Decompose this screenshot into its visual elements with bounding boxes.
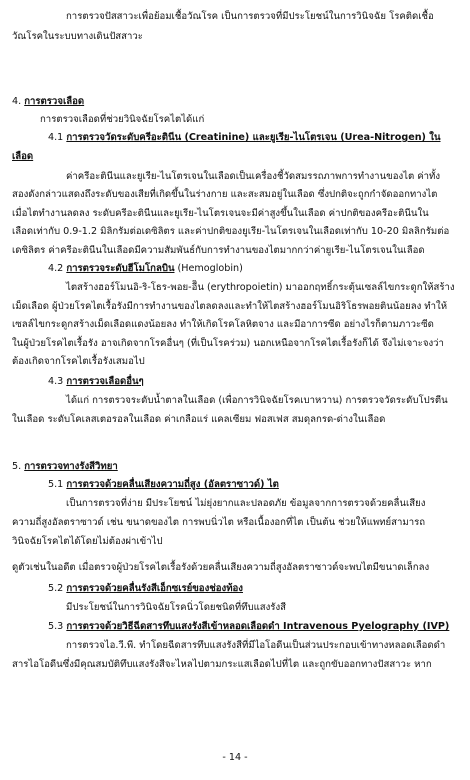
paragraph-line: สารไอโอดีนซึ่งมีคุณสมบัติทึบแสงรังสีจะไหลไปตามกระแสเลือดไปที่ไต และถูกขับออกทางปัสสาวะ หาก	[12, 659, 432, 670]
paragraph-line: เป็นการตรวจที่ง่าย มีประโยชน์ ไม่ยุ่งยากและปลอดภัย ข้อมูลจากการตรวจด้วยคลื่นเสียง	[66, 498, 426, 509]
heading-title: เลือด	[12, 151, 34, 162]
paragraph-line: เดซิลิตร ค่าครีอะตินีนในเลือดมีความสัมพันธ์กับการทำงานของไตมากกว่าค่ายูเรีย-ไนโตรเจนในเลือด	[12, 245, 425, 256]
heading-number: 5.2	[48, 583, 67, 594]
heading-suffix: (Hemoglobin)	[174, 263, 243, 274]
heading-number: 4.3	[48, 376, 67, 387]
section-heading	[48, 262, 243, 276]
section-heading	[48, 478, 279, 492]
paragraph-line: ต้องเกิดจากโรคไตเรื้อรังเสมอไป	[12, 356, 145, 367]
section-heading	[48, 582, 243, 596]
section-heading	[12, 150, 33, 164]
paragraph-line: ไตสร้างฮอร์โมนอิ-ริ-โธร-พอย-อีิน (erythropoietin) มาออกฤทธิ์กระตุ้นเซลล์ไขกระดูกให้สร้าง	[66, 282, 455, 293]
heading-title: การตรวจด้วยคลื่นรังสีเอ็กซเรย์ของช่องท้อง	[66, 583, 243, 594]
paragraph-line: การตรวจไอ.วี.พี. ทำโดยฉีดสารทึบแสงรังสีที่มีไอโอดีนเป็นส่วนประกอบเข้าทางหลอดเลือดดำ	[66, 640, 446, 651]
paragraph-line: วินิจฉัยโรคไตได้โดยไม่ต้องผ่าเข้าไป	[12, 536, 163, 547]
section-heading	[48, 375, 144, 389]
paragraph-line: การตรวจเลือดที่ช่วยวินิจฉัยโรคไตได้แก่	[40, 114, 205, 125]
paragraph-line: ความถี่สูงอัลตราซาวด์ เช่น ขนาดของไต การพบนิ่วไต หรือเนื้องอกที่ไต เป็นต้น ช่วยให้แพทย์สามารถ	[12, 517, 426, 528]
paragraph-line: วัณโรคในระบบทางเดินปัสสาวะ	[12, 31, 143, 42]
heading-number: 5.	[12, 461, 25, 472]
page-number: - 14 -	[222, 752, 248, 763]
heading-number: 4.	[12, 96, 25, 107]
section-heading	[12, 95, 84, 109]
paragraph-line: ในผู้ป่วยโรคไตเรื้อรัง อาจเกิดจากโรคอื่นๆ (ที่เป็นโรคร่วม) นอกเหนือจากโรคไตเรื้อรังก็ได้ จึงไม่เจาะจงว่า	[12, 338, 444, 349]
heading-number: 5.3	[48, 621, 67, 632]
heading-number: 4.2	[48, 263, 67, 274]
paragraph-line: ในเลือด ระดับโคเลสเตอรอลในเลือด ค่าเกลือแร่ แคลเซียม ฟอสเฟส สมดุลกรด-ด่างในเลือด	[12, 414, 386, 425]
paragraph-line: ได้แก่ การตรวจระดับน้ำตาลในเลือด (เพื่อการวินิจฉัยโรคเบาหวาน) การตรวจวัดระดับโปรตีน	[66, 395, 448, 406]
paragraph-line: เม็ดเลือด ผู้ป่วยโรคไตเรื้อรังมีการทำงานของไตลดลงและทำให้ไตสร้างฮอร์โมนอิริโธรพอยตินน้อยลง ทำให้	[12, 301, 448, 312]
section-heading	[48, 620, 449, 634]
heading-title: การตรวจด้วยวิธีฉีดสารทึบแสงรังสีเข้าหลอดเลือดดำ Intravenous Pyelography (IVP)	[66, 621, 450, 632]
paragraph-line: เซลล์ไขกระดูกสร้างเม็ดเลือดแดงน้อยลง ทำให้เกิดโรคโลหิตจาง และมีอาการซีด อย่างไรก็ตามภาวะซีด	[12, 319, 434, 330]
heading-title: การตรวจวัดระดับครีอะตินีน (Creatinine) และยูเรีย-ไนโตรเจน (Urea-Nitrogen) ใน	[66, 132, 441, 143]
heading-number: 5.1	[48, 479, 67, 490]
paragraph-line: มีประโยชน์ในการวินิจฉัยโรคนิ่วโดยชนิดที่ทึบแสงรังสี	[66, 602, 287, 613]
heading-title: การตรวจทางรังสีวิทยา	[24, 461, 118, 472]
section-heading	[12, 460, 118, 474]
heading-title: การตรวจระดับฮีโมโกลบิน	[66, 263, 175, 274]
heading-title: การตรวจด้วยคลื่นเสียงความถี่สูง (อัลตราซาวด์) ไต	[66, 479, 279, 490]
heading-number: 4.1	[48, 132, 67, 143]
paragraph-line: เมื่อไตทำงานลดลง ระดับครีอะตินีนและยูเรีย-ไนโตรเจนจะมีค่าสูงขึ้นในเลือด ค่าปกติของครีอะตินีนใน	[12, 208, 429, 219]
paragraph-line: ค่าครีอะตินีนและยูเรีย-ไนโตรเจนในเลือดเป็นเครื่องชี้วัดสมรรถภาพการทำงานของไต ค่าทั้ง	[66, 171, 441, 182]
heading-title: การตรวจเลือดอื่นๆ	[66, 376, 144, 387]
section-heading	[48, 131, 441, 145]
paragraph-line: ดูตัวเช่นในอดีต เมื่อตรวจผู้ป่วยโรคไตเรื้อรังด้วยคลื่นเสียงความถี่สูงอัลตราซาวด์จะพบไตมีขนาดเล็กลง	[12, 562, 430, 573]
paragraph-line: เลือดเท่ากับ 0.9-1.2 มิลิกรัมต่อเดซิลิตร และค่าปกติของยูเรีย-ไนโตรเจนในเลือดเท่ากับ 10-20 มิลลิกรัมต่อ	[12, 226, 450, 237]
paragraph-line: การตรวจปัสสาวะเพื่อย้อมเชื้อวัณโรค เป็นการตรวจที่มีประโยชน์ในการวินิจฉัย โรคติดเชื้อ	[66, 11, 434, 22]
heading-title: การตรวจเลือด	[24, 96, 85, 107]
paragraph-line: สองดังกล่าวแสดงถึงระดับของเสียที่เกิดขึ้นในร่างกาย และสะสมอยู่ในเลือด ซึ่งปกติจะถูกกำจัดออกทางไต	[12, 189, 438, 200]
